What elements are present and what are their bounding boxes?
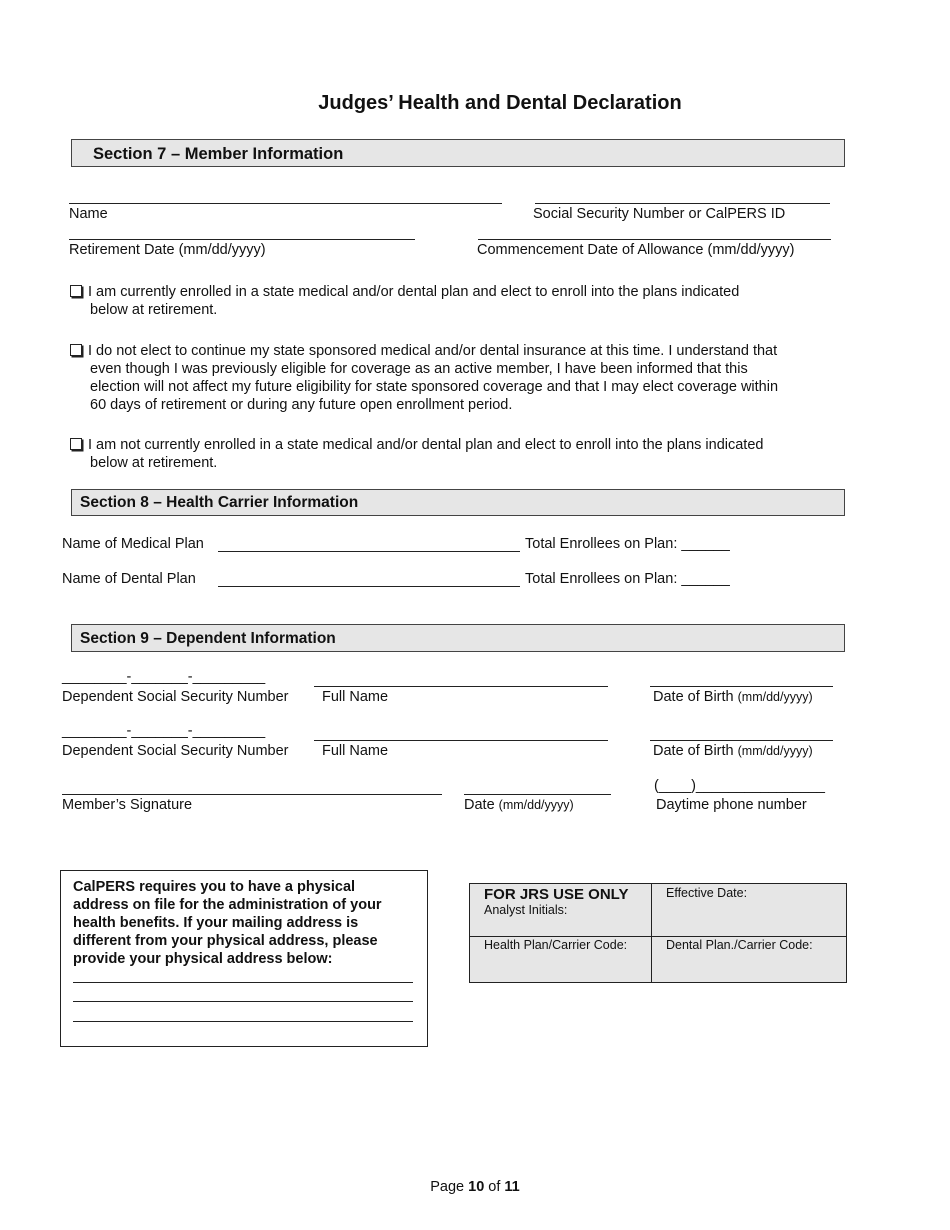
retirement-date-field[interactable] <box>69 239 415 240</box>
address-line-1[interactable] <box>73 982 413 983</box>
effective-date-label: Effective Date: <box>666 886 748 900</box>
decline-checkbox[interactable] <box>70 344 82 356</box>
ssn-field[interactable] <box>535 203 830 204</box>
option-not-enrolled <box>70 436 840 472</box>
medical-enrollees-label[interactable]: Total Enrollees on Plan: ______ <box>525 536 730 552</box>
page-of: of <box>488 1179 501 1195</box>
option-enrolled-line1: I am currently enrolled in a state medical and/or dental plan and elect to enroll into the plans indicated <box>88 284 740 300</box>
dependent-1-ssn-label: Dependent Social Security Number <box>62 689 289 705</box>
enrolled-checkbox[interactable] <box>70 285 82 297</box>
dependent-2-ssn-label: Dependent Social Security Number <box>62 743 289 759</box>
jrs-divider-horizontal <box>470 936 846 937</box>
dental-plan-field[interactable] <box>218 586 520 587</box>
page-title: Judges’ Health and Dental Declaration <box>318 92 682 114</box>
address-line-2[interactable] <box>73 1001 413 1002</box>
option-decline-line1: I do not elect to continue my state sponsored medical and/or dental insurance at this time. I understand that <box>88 343 778 359</box>
dependent-2-ssn-field[interactable]: ________-_______-_________ <box>62 723 266 739</box>
option-decline-line4: 60 days of retirement or during any future open enrollment period. <box>90 397 513 413</box>
dependent-1-name-field[interactable] <box>314 686 608 687</box>
option-decline-line3: election will not affect my future eligibility for state sponsored coverage and that I may elect coverage within <box>90 379 779 395</box>
phone-label: Daytime phone number <box>656 797 807 813</box>
section-7-title: Section 7 – Member Information <box>93 145 344 163</box>
signature-label: Member’s Signature <box>62 797 193 813</box>
dental-plan-label: Name of Dental Plan <box>62 571 196 587</box>
retirement-date-label: Retirement Date (mm/dd/yyyy) <box>69 242 266 258</box>
medical-plan-field[interactable] <box>218 551 520 552</box>
option-not-enrolled-line1: I am not currently enrolled in a state medical and/or dental plan and elect to enroll into the plans indicated <box>88 437 764 453</box>
physical-address-notice: CalPERS requires you to have a physical address on file for the administration of your health benefits. If your mailing address is different from your physical address, please provide your physical address below: <box>73 879 382 967</box>
dependent-2-name-label: Full Name <box>322 743 389 759</box>
section-9-header <box>71 624 845 652</box>
phone-field[interactable]: (____)________________ <box>654 778 825 794</box>
option-not-enrolled-line2: below at retirement. <box>90 455 218 471</box>
date-label: Date <box>464 797 495 813</box>
option-enrolled-line2: below at retirement. <box>90 302 218 318</box>
address-line-3[interactable] <box>73 1021 413 1022</box>
dependent-2-name-field[interactable] <box>314 740 608 741</box>
option-decline <box>70 342 840 414</box>
section-7-header <box>71 139 845 167</box>
dependent-1-ssn-field[interactable]: ________-_______-_________ <box>62 669 266 685</box>
dob-format: (mm/dd/yyyy) <box>737 690 813 704</box>
health-carrier-code-label: Health Plan/Carrier Code: <box>484 938 628 952</box>
dependent-1-name-label: Full Name <box>322 689 389 705</box>
jrs-use-only-box <box>469 883 847 983</box>
physical-address-box <box>60 870 428 1047</box>
signature-date-field[interactable] <box>464 794 611 795</box>
jrs-divider-vertical <box>651 884 652 982</box>
option-enrolled <box>70 283 840 319</box>
not-enrolled-checkbox[interactable] <box>70 438 82 450</box>
ssn-label: Social Security Number or CalPERS ID <box>533 206 786 222</box>
name-field[interactable] <box>69 203 502 204</box>
dental-enrollees-label[interactable]: Total Enrollees on Plan: ______ <box>525 571 730 587</box>
section-8-title: Section 8 – Health Carrier Information <box>80 494 359 511</box>
signature-field[interactable] <box>62 794 442 795</box>
dob-format: (mm/dd/yyyy) <box>737 744 813 758</box>
analyst-initials-label: Analyst Initials: <box>484 903 568 917</box>
signature-date-label <box>464 797 574 813</box>
dob-label: Date of Birth <box>653 689 734 705</box>
jrs-heading: FOR JRS USE ONLY <box>484 886 629 903</box>
name-label: Name <box>69 206 108 222</box>
current-page: 10 <box>468 1179 485 1195</box>
section-9-title: Section 9 – Dependent Information <box>80 630 336 647</box>
page-prefix: Page <box>430 1179 465 1195</box>
section-8-header <box>71 489 845 516</box>
medical-plan-label: Name of Medical Plan <box>62 536 204 552</box>
commencement-date-field[interactable] <box>478 239 831 240</box>
dependent-2-dob-label <box>653 743 813 759</box>
date-format: (mm/dd/yyyy) <box>498 798 574 812</box>
dental-carrier-code-label: Dental Plan./Carrier Code: <box>666 938 813 952</box>
dob-label: Date of Birth <box>653 743 734 759</box>
dependent-2-dob-field[interactable] <box>650 740 833 741</box>
dependent-1-dob-label <box>653 689 813 705</box>
page-number <box>0 1179 950 1195</box>
commencement-date-label: Commencement Date of Allowance (mm/dd/yyyy) <box>477 242 795 258</box>
dependent-1-dob-field[interactable] <box>650 686 833 687</box>
total-pages: 11 <box>504 1179 520 1195</box>
option-decline-line2: even though I was previously eligible for coverage as an active member, I have been informed that this <box>90 361 748 377</box>
